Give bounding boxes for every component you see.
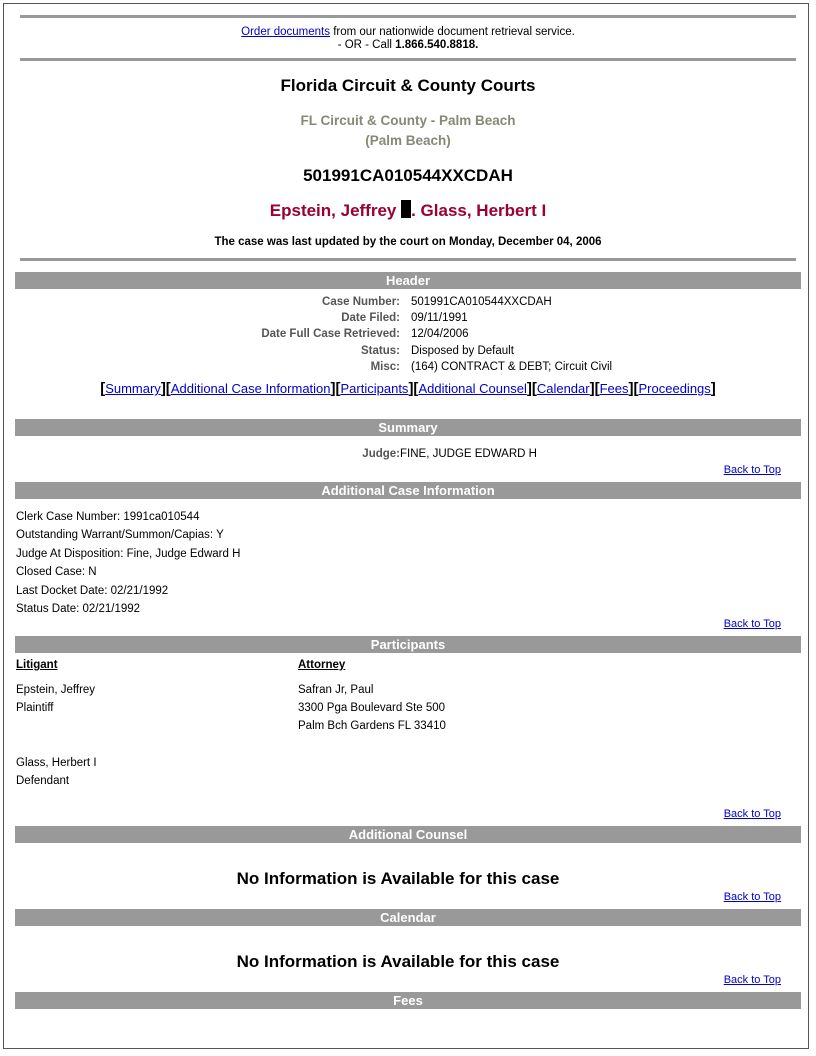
attorney-header: Attorney — [298, 659, 346, 671]
back-to-top-link[interactable]: Back to Top — [723, 974, 781, 986]
litigant-header: Litigant — [16, 659, 58, 671]
section-header-bar: Header — [15, 272, 801, 289]
summary-details — [0, 446, 816, 462]
phone-number: 1.866.540.8818. — [395, 39, 479, 51]
attorney-address-line2: Palm Bch Gardens FL 33410 — [298, 720, 446, 732]
no-info-message: No Information is Available for this case — [236, 869, 560, 888]
nav-additional-info-link[interactable]: Additional Case Information — [170, 381, 331, 396]
order-documents-link[interactable]: Order documents — [241, 26, 331, 38]
case-number-value: 501991CA010544XXCDAH — [411, 296, 552, 308]
back-to-top-link[interactable]: Back to Top — [723, 464, 781, 476]
last-updated: The case was last updated by the court on Monday, December 04, 2006 — [214, 236, 602, 248]
participant-name: Epstein, Jeffrey — [16, 684, 96, 696]
court-title: Florida Circuit & County Courts — [280, 76, 536, 95]
nav-calendar-link[interactable]: Calendar — [536, 381, 590, 396]
participant-2 — [16, 754, 97, 790]
section-participants-bar: Participants — [15, 636, 801, 653]
banner-rule — [20, 58, 796, 61]
participant-name: Glass, Herbert I — [16, 757, 97, 769]
redaction-block — [401, 200, 411, 218]
attorney-name: Safran Jr, Paul — [298, 684, 374, 696]
status-label: Status: — [361, 344, 400, 357]
section-additional-counsel-bar: Additional Counsel — [15, 826, 801, 843]
title-rule — [20, 258, 796, 261]
section-additional-info-bar: Additional Case Information — [15, 482, 801, 499]
case-number-title: 501991CA010544XXCDAH — [303, 166, 513, 185]
top-rule — [20, 15, 796, 18]
nav-summary-link[interactable]: Summary — [105, 381, 161, 396]
header-details — [0, 294, 816, 375]
banner-or-call: - OR - Call — [337, 39, 396, 51]
section-nav: [Summary][Additional Case Information][Participants][Additional Counsel][Calendar][Fees][Proceedings] — [100, 380, 716, 397]
party-left: Epstein, Jeffrey — [269, 201, 402, 220]
judge-value: FINE, JUDGE EDWARD H — [400, 448, 537, 460]
closed-case: Closed Case: N — [16, 566, 97, 579]
status-value: Disposed by Default — [411, 344, 514, 357]
case-number-label: Case Number: — [322, 296, 400, 308]
party-right: . Glass, Herbert I — [411, 201, 547, 220]
back-to-top-link[interactable]: Back to Top — [723, 891, 781, 903]
banner-text: from our nationwide document retrieval service. — [330, 26, 575, 38]
participant-role: Plaintiff — [16, 702, 54, 714]
date-filed-label: Date Filed: — [341, 312, 400, 325]
participant-1 — [16, 681, 95, 717]
outstanding-warrant: Outstanding Warrant/Summon/Capias: Y — [16, 529, 224, 542]
court-location: (Palm Beach) — [365, 133, 451, 148]
attorney-1 — [298, 681, 446, 735]
nav-proceedings-link[interactable]: Proceedings — [638, 381, 711, 396]
no-info-message: No Information is Available for this case — [236, 952, 560, 971]
back-to-top-link[interactable]: Back to Top — [723, 808, 781, 820]
court-subtitle: FL Circuit & County - Palm Beach — [300, 113, 516, 128]
case-parties — [0, 200, 816, 221]
date-retrieved-label: Date Full Case Retrieved: — [261, 328, 400, 341]
nav-fees-link[interactable]: Fees — [599, 381, 629, 396]
additional-info-list — [16, 508, 240, 618]
status-date: Status Date: 02/21/1992 — [16, 603, 141, 616]
date-retrieved-value: 12/04/2006 — [411, 328, 469, 341]
nav-additional-counsel-link[interactable]: Additional Counsel — [418, 381, 527, 396]
clerk-case-number: Clerk Case Number: 1991ca010544 — [16, 511, 200, 523]
nav-participants-link[interactable]: Participants — [340, 381, 409, 396]
attorney-address-line1: 3300 Pga Boulevard Ste 500 — [298, 702, 446, 714]
back-to-top-link[interactable]: Back to Top — [723, 618, 781, 630]
section-calendar-bar: Calendar — [15, 909, 801, 926]
section-summary-bar: Summary — [15, 419, 801, 436]
participant-role: Defendant — [16, 775, 70, 787]
misc-value: (164) CONTRACT & DEBT; Circuit Civil — [411, 360, 613, 373]
judge-label: Judge: — [362, 448, 400, 460]
section-fees-bar: Fees — [15, 992, 801, 1009]
date-filed-value: 09/11/1991 — [411, 312, 468, 325]
misc-label: Misc: — [370, 360, 400, 373]
last-docket-date: Last Docket Date: 02/21/1992 — [16, 584, 169, 597]
judge-at-disposition: Judge At Disposition: Fine, Judge Edward H — [16, 547, 241, 560]
order-banner — [0, 26, 816, 52]
